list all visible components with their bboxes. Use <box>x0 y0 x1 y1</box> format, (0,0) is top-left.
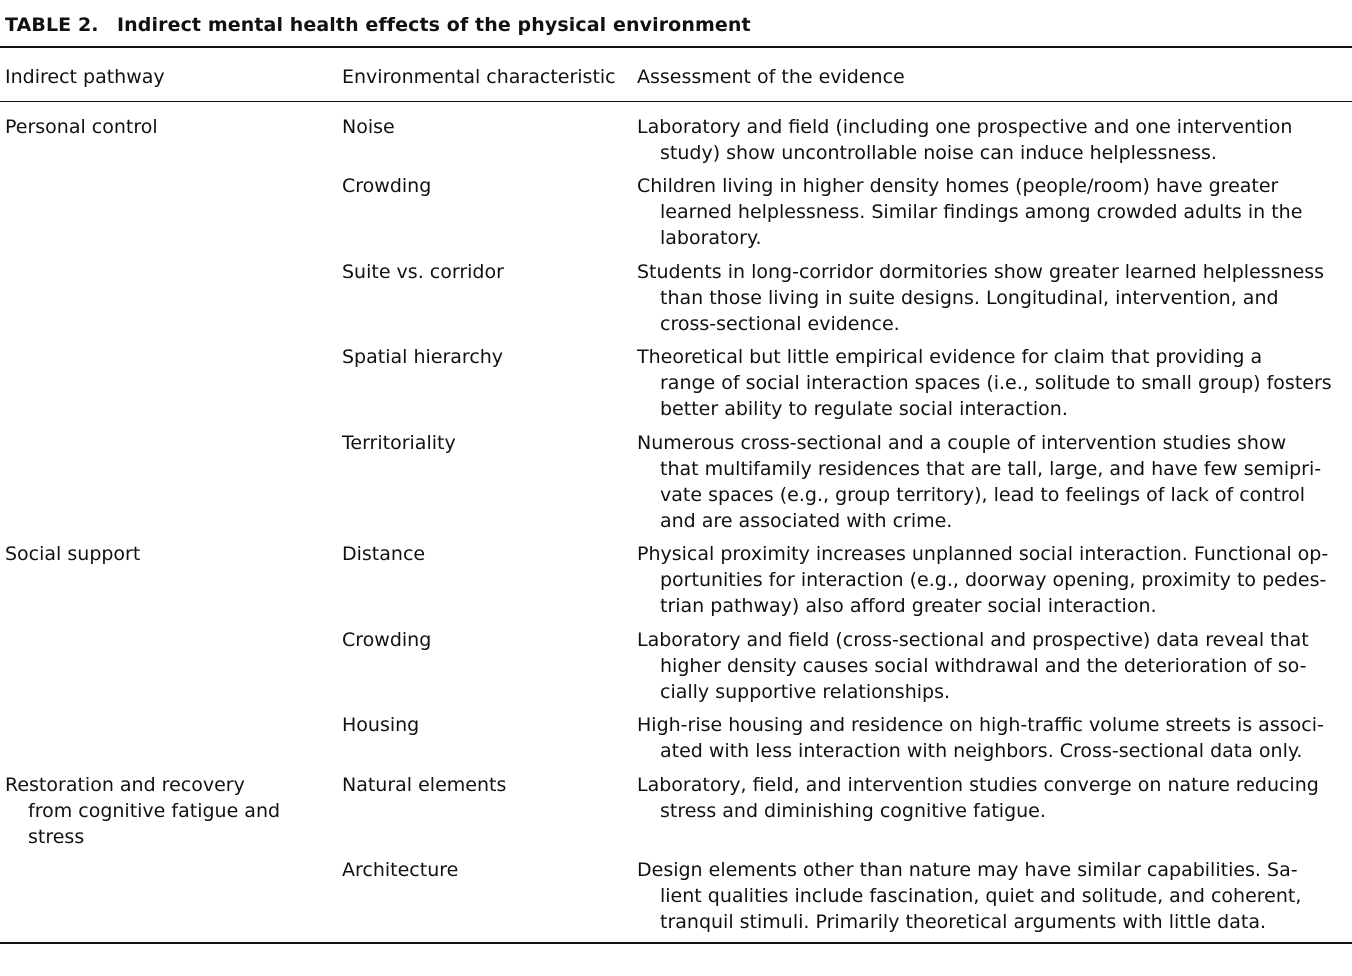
table-bottom-rule <box>0 942 1352 944</box>
characteristic-cell: Territoriality <box>342 432 456 454</box>
assessment-cell <box>637 772 1319 824</box>
characteristic-cell: Crowding <box>342 175 432 197</box>
assessment-cell <box>637 114 1292 166</box>
assessment-line: Children living in higher density homes (people/room) have greater <box>637 175 1279 197</box>
assessment-line: High-rise housing and residence on high-traffic volume streets is associ- <box>637 714 1324 736</box>
assessment-line: portunities for interaction (e.g., doorway opening, proximity to pedes- <box>660 569 1327 591</box>
assessment-cell <box>637 173 1302 251</box>
assessment-cell <box>637 430 1321 534</box>
assessment-cell <box>637 259 1324 337</box>
assessment-line: tranquil stimuli. Primarily theoretical arguments with little data. <box>660 911 1267 933</box>
assessment-line: Laboratory, field, and intervention studies converge on nature reducing <box>637 774 1319 796</box>
characteristic-cell: Spatial hierarchy <box>342 346 504 368</box>
assessment-line: Physical proximity increases unplanned social interaction. Functional op- <box>637 543 1329 565</box>
assessment-cell <box>637 541 1328 619</box>
assessment-line: study) show uncontrollable noise can induce helplessness. <box>660 142 1217 164</box>
assessment-line: Students in long-corridor dormitories show greater learned helplessness <box>637 261 1325 283</box>
pathway-line: Personal control <box>5 116 158 138</box>
characteristic-cell: Suite vs. corridor <box>342 261 504 283</box>
assessment-cell <box>637 344 1332 422</box>
assessment-line: than those living in suite designs. Longitudinal, intervention, and <box>660 287 1279 309</box>
assessment-line: that multifamily residences that are tall, large, and have few semipri- <box>660 458 1322 480</box>
characteristic-cell: Crowding <box>342 629 432 651</box>
assessment-line: better ability to regulate social interaction. <box>660 398 1068 420</box>
pathway-line: stress <box>28 826 85 848</box>
pathway-cell <box>5 772 280 850</box>
table-label: TABLE 2. <box>5 14 99 36</box>
assessment-line: Design elements other than nature may have similar capabilities. Sa- <box>637 859 1298 881</box>
characteristic-cell: Noise <box>342 116 395 138</box>
assessment-line: laboratory. <box>660 227 762 249</box>
assessment-line: vate spaces (e.g., group territory), lead to feelings of lack of control <box>660 484 1306 506</box>
table-title: Indirect mental health effects of the physical environment <box>117 14 751 36</box>
assessment-line: Laboratory and field (cross-sectional and prospective) data reveal that <box>637 629 1309 651</box>
characteristic-cell: Architecture <box>342 859 459 881</box>
table-header-rule <box>0 101 1352 102</box>
assessment-line: stress and diminishing cognitive fatigue. <box>660 800 1046 822</box>
characteristic-cell: Housing <box>342 714 420 736</box>
assessment-cell <box>637 627 1309 705</box>
assessment-line: and are associated with crime. <box>660 510 953 532</box>
table-top-rule <box>0 46 1352 48</box>
assessment-line: Numerous cross-sectional and a couple of intervention studies show <box>637 432 1287 454</box>
table-caption <box>5 14 751 36</box>
assessment-line: lient qualities include fascination, quiet and solitude, and coherent, <box>660 885 1302 907</box>
assessment-line: Laboratory and field (including one prospective and one intervention <box>637 116 1293 138</box>
header-environmental-characteristic: Environmental characteristic <box>342 66 616 88</box>
pathway-line: from cognitive fatigue and <box>28 800 281 822</box>
assessment-line: learned helplessness. Similar findings among crowded adults in the <box>660 201 1303 223</box>
assessment-cell <box>637 712 1324 764</box>
assessment-line: trian pathway) also afford greater social interaction. <box>660 595 1157 617</box>
header-indirect-pathway: Indirect pathway <box>5 66 165 88</box>
pathway-cell <box>5 541 140 567</box>
assessment-line: cially supportive relationships. <box>660 681 951 703</box>
assessment-line: ated with less interaction with neighbors. Cross-sectional data only. <box>660 740 1303 762</box>
characteristic-cell: Natural elements <box>342 774 507 796</box>
characteristic-cell: Distance <box>342 543 426 565</box>
assessment-cell <box>637 857 1301 935</box>
pathway-line: Social support <box>5 543 141 565</box>
header-assessment: Assessment of the evidence <box>637 66 905 88</box>
assessment-line: Theoretical but little empirical evidence for claim that providing a <box>637 346 1263 368</box>
pathway-cell <box>5 114 158 140</box>
assessment-line: higher density causes social withdrawal and the deterioration of so- <box>660 655 1307 677</box>
pathway-line: Restoration and recovery <box>5 774 245 796</box>
assessment-line: range of social interaction spaces (i.e., solitude to small group) fosters <box>660 372 1332 394</box>
assessment-line: cross-sectional evidence. <box>660 313 900 335</box>
